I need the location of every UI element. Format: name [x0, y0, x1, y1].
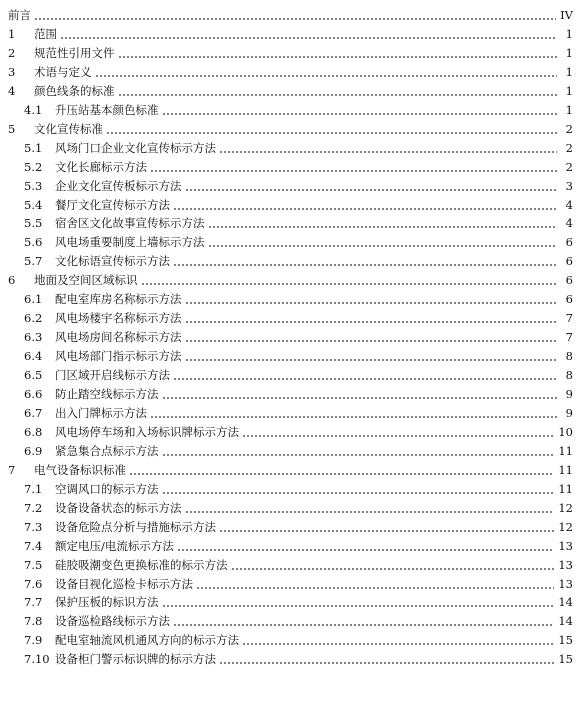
toc-entry-number: 6 [8, 273, 16, 288]
toc-section-entry[interactable] [0, 537, 579, 555]
toc-section-entry[interactable] [0, 442, 579, 460]
toc-entry-title: 设备目视化巡检卡标示方法 [55, 576, 193, 591]
toc-section-entry[interactable] [0, 612, 579, 630]
toc-dot-leader [150, 404, 557, 422]
toc-entry-title: 配电室轴流风机通风方向的标示方法 [55, 633, 239, 648]
toc-entry-page: 8 [565, 368, 573, 383]
toc-entry-label [8, 63, 95, 81]
toc-entry-title: 升压站基本颜色标准 [55, 102, 159, 117]
toc-entry-label [24, 480, 162, 498]
toc-section-entry[interactable] [0, 650, 579, 668]
toc-entry-label [24, 442, 162, 460]
toc-chapter-entry[interactable] [0, 25, 579, 43]
toc-entry-page: 13 [558, 538, 573, 553]
toc-entry-title: 文化长廊标示方法 [55, 159, 147, 174]
toc-dot-leader [106, 120, 557, 138]
toc-entry-label [8, 6, 34, 24]
toc-entry-number: 5.3 [24, 178, 43, 193]
toc-entry-number: 5.5 [24, 216, 43, 231]
toc-entry-label [24, 328, 185, 346]
toc-entry-page: 6 [565, 292, 573, 307]
toc-entry-title: 风电场停车场和入场标识牌标示方法 [55, 424, 239, 439]
toc-entry-title: 术语与定义 [34, 64, 92, 79]
toc-dot-leader [185, 177, 557, 195]
toc-dot-leader [129, 461, 554, 479]
toc-entry-label [24, 423, 242, 441]
toc-dot-leader [162, 101, 557, 119]
toc-dot-leader [173, 366, 557, 384]
toc-entry-number: 6.3 [24, 330, 43, 345]
toc-entry-number: 6.9 [24, 443, 43, 458]
toc-section-entry[interactable] [0, 385, 579, 403]
toc-entry-label [24, 575, 196, 593]
toc-entry-label [8, 120, 106, 138]
toc-dot-leader [162, 385, 557, 403]
toc-entry-label [24, 404, 150, 422]
toc-entry-number: 6.7 [24, 405, 43, 420]
toc-entry-title: 规范性引用文件 [34, 45, 115, 60]
toc-entry-title: 防止踏空线标示方法 [55, 387, 159, 401]
toc-entry-number: 7.7 [24, 595, 43, 610]
toc-section-entry[interactable] [0, 347, 579, 365]
toc-dot-leader [185, 309, 557, 327]
toc-entry-number: 6.5 [24, 368, 43, 383]
toc-entry-page: 10 [558, 424, 573, 439]
toc-entry-number: 6.4 [24, 349, 43, 364]
toc-dot-leader [118, 82, 557, 100]
toc-entry-page: 3 [565, 178, 573, 193]
toc-entry-title: 宿舍区文化故事宣传标示方法 [55, 216, 205, 231]
toc-entry-number: 7.5 [24, 557, 43, 572]
toc-dot-leader [162, 442, 554, 460]
toc-entry-title: 紧急集合点标示方法 [55, 443, 159, 458]
toc-entry-title: 风电场房间名称标示方法 [55, 330, 182, 345]
toc-entry-number: 6.2 [24, 311, 43, 326]
toc-entry-label [24, 139, 219, 157]
toc-section-entry[interactable] [0, 556, 579, 574]
toc-dot-leader [162, 480, 554, 498]
toc-dot-leader [219, 139, 557, 157]
toc-entry-number: 7.8 [24, 614, 43, 629]
toc-entry-number: 6.8 [24, 424, 43, 439]
toc-dot-leader [185, 347, 557, 365]
toc-entry-page: 15 [558, 633, 573, 648]
toc-entry-title: 范围 [34, 26, 57, 41]
toc-entry-page: 1 [565, 102, 573, 117]
toc-section-entry[interactable] [0, 101, 579, 119]
toc-entry-label [24, 631, 242, 649]
toc-entry-title: 出入门牌标示方法 [55, 405, 147, 420]
toc-entry-number: 7 [8, 462, 16, 477]
toc-entry-label [24, 309, 185, 327]
toc-entry-title: 文化宣传标准 [34, 121, 103, 136]
toc-entry-page: 14 [558, 614, 573, 629]
toc-dot-leader [60, 25, 557, 43]
toc-entry-page: 1 [565, 64, 573, 79]
toc-entry-number: 5.6 [24, 235, 43, 250]
toc-entry-title: 风场门口企业文化宣传标示方法 [55, 140, 216, 155]
toc-entry-label [24, 650, 219, 668]
toc-section-entry[interactable] [0, 423, 579, 441]
toc-entry-number: 7.4 [24, 538, 43, 553]
toc-chapter-entry[interactable] [0, 120, 579, 138]
toc-entry-label [24, 347, 185, 365]
toc-section-entry[interactable] [0, 139, 579, 157]
toc-section-entry[interactable] [0, 593, 579, 611]
toc-entry-number: 6.1 [24, 292, 43, 307]
toc-section-entry[interactable] [0, 196, 579, 214]
toc-section-entry[interactable] [0, 366, 579, 384]
toc-section-entry[interactable] [0, 518, 579, 536]
toc-entry-label [24, 158, 150, 176]
toc-dot-leader [219, 650, 554, 668]
toc-chapter-entry[interactable] [0, 82, 579, 100]
toc-dot-leader [219, 518, 554, 536]
toc-section-entry[interactable] [0, 328, 579, 346]
toc-entry-title: 额定电压/电流标示方法 [55, 538, 174, 553]
toc-dot-leader [185, 328, 557, 346]
toc-entry-number: 7.1 [24, 481, 43, 496]
toc-entry-label [24, 537, 177, 555]
toc-entry-number: 7.9 [24, 633, 43, 648]
toc-section-entry[interactable] [0, 575, 579, 593]
toc-entry-label [8, 25, 60, 43]
toc-dot-leader [208, 233, 557, 251]
toc-entry-title: 企业文化宣传板标示方法 [55, 178, 182, 193]
toc-dot-leader [150, 158, 557, 176]
toc-entry-label [8, 44, 118, 62]
toc-section-entry[interactable] [0, 499, 579, 517]
toc-entry-page: 12 [558, 519, 573, 534]
toc-dot-leader [196, 575, 554, 593]
toc-entry-label [8, 461, 129, 479]
toc-section-entry[interactable] [0, 290, 579, 308]
toc-entry-page: 1 [565, 45, 573, 60]
toc-entry-label [24, 518, 219, 536]
toc-dot-leader [95, 63, 557, 81]
toc-entry-page: 2 [565, 159, 573, 174]
toc-chapter-entry[interactable] [0, 271, 579, 289]
toc-entry-number: 7.2 [24, 500, 43, 515]
toc-entry-title: 设备巡检路线标示方法 [55, 614, 170, 629]
toc-section-entry[interactable] [0, 252, 579, 270]
toc-dot-leader [177, 537, 554, 555]
toc-entry-page: 2 [565, 140, 573, 155]
toc-entry-number: 7.6 [24, 576, 43, 591]
toc-entry-title: 餐厅文化宣传标示方法 [55, 197, 170, 212]
toc-entry-label [24, 214, 208, 232]
toc-dot-leader [173, 196, 557, 214]
toc-entry-page: 6 [565, 254, 573, 269]
toc-entry-number: 5.4 [24, 197, 43, 212]
toc-entry-label [24, 499, 185, 517]
toc-entry-page: 9 [565, 387, 573, 401]
toc-entry-label [24, 196, 173, 214]
toc-entry-label [24, 252, 173, 270]
toc-entry-title: 风电场部门指示标示方法 [55, 349, 182, 364]
toc-entry-page: 12 [558, 500, 573, 515]
toc-entry-preface[interactable] [0, 6, 579, 24]
toc-entry-number: 5.7 [24, 254, 43, 269]
toc-entry-number: 7.3 [24, 519, 43, 534]
toc-entry-title: 设备柜门警示标识牌的标示方法 [55, 652, 216, 667]
toc-entry-page: 11 [558, 443, 573, 458]
toc-entry-title: 空调风口的标示方法 [55, 481, 159, 496]
toc-entry-label [24, 385, 162, 403]
toc-entry-number: 5.2 [24, 159, 43, 174]
toc-dot-leader [162, 593, 554, 611]
toc-entry-title: 设备危险点分析与措施标示方法 [55, 519, 216, 534]
toc-entry-page: 15 [558, 652, 573, 667]
toc-dot-leader [242, 631, 554, 649]
toc-dot-leader [141, 271, 557, 289]
toc-entry-number: 7.10 [24, 652, 50, 667]
toc-entry-title: 地面及空间区域标识 [34, 273, 138, 288]
toc-entry-label [24, 177, 185, 195]
toc-chapter-entry[interactable] [0, 63, 579, 81]
toc-entry-label [24, 556, 231, 574]
toc-dot-leader [208, 214, 557, 232]
toc-entry-title: 门区域开启线标示方法 [55, 368, 170, 383]
toc-entry-title: 电气设备标识标准 [34, 462, 126, 477]
toc-entry-page: 7 [565, 330, 573, 345]
toc-entry-page: 7 [565, 311, 573, 326]
toc-entry-page: 13 [558, 557, 573, 572]
toc-chapter-entry[interactable] [0, 461, 579, 479]
toc-entry-page: 1 [565, 26, 573, 41]
toc-entry-number: 6.6 [24, 387, 43, 401]
toc-entry-page: 13 [558, 576, 573, 591]
toc-entry-label [24, 233, 208, 251]
toc-entry-label [24, 612, 173, 630]
toc-entry-title: 风电场重要制度上墙标示方法 [55, 235, 205, 250]
toc-entry-title: 配电室库房名称标示方法 [55, 292, 182, 307]
toc-entry-title: 保护压板的标识方法 [55, 595, 159, 610]
toc-entry-number: 4 [8, 83, 16, 98]
toc-section-entry[interactable] [0, 177, 579, 195]
toc-entry-number: 5.1 [24, 140, 43, 155]
toc-entry-label [8, 82, 118, 100]
toc-section-entry[interactable] [0, 233, 579, 251]
toc-entry-title: 文化标语宣传标示方法 [55, 254, 170, 269]
toc-entry-page: 11 [558, 481, 573, 496]
toc-section-entry[interactable] [0, 631, 579, 649]
toc-entry-title: 前言 [8, 8, 31, 22]
toc-chapter-entry[interactable] [0, 44, 579, 62]
toc-entry-page: 1 [565, 83, 573, 98]
toc-section-entry[interactable] [0, 214, 579, 232]
toc-entry-page: 2 [565, 121, 573, 136]
toc-entry-number: 5 [8, 121, 16, 136]
toc-section-entry[interactable] [0, 404, 579, 422]
toc-entry-page: 4 [565, 197, 573, 212]
toc-entry-page: 4 [565, 216, 573, 231]
toc-entry-page: 6 [565, 273, 573, 288]
toc-entry-label [8, 271, 141, 289]
toc-section-entry[interactable] [0, 158, 579, 176]
toc-entry-label [24, 593, 162, 611]
toc-entry-number: 2 [8, 45, 16, 60]
toc-entry-page: IV [560, 8, 573, 22]
toc-dot-leader [242, 423, 554, 441]
toc-entry-title: 风电场楼宇名称标示方法 [55, 311, 182, 326]
toc-entry-page: 8 [565, 349, 573, 364]
toc-entry-page: 11 [558, 462, 573, 477]
toc-entry-label [24, 290, 185, 308]
toc-entry-number: 1 [8, 26, 16, 41]
toc-dot-leader [34, 6, 556, 24]
toc-dot-leader [118, 44, 557, 62]
toc-entry-page: 6 [565, 235, 573, 250]
toc-dot-leader [231, 556, 554, 574]
toc-entry-number: 3 [8, 64, 16, 79]
toc-dot-leader [173, 612, 554, 630]
toc-dot-leader [185, 499, 554, 517]
toc-entry-label [24, 366, 173, 384]
toc-dot-leader [185, 290, 557, 308]
toc-entry-page: 9 [565, 405, 573, 420]
toc-entry-number: 4.1 [24, 102, 43, 117]
toc-entry-title: 颜色线条的标准 [34, 83, 115, 98]
toc-dot-leader [173, 252, 557, 270]
toc-entry-label [24, 101, 162, 119]
toc-entry-title: 设备设备状态的标示方法 [55, 500, 182, 515]
toc-section-entry[interactable] [0, 309, 579, 327]
toc-section-entry[interactable] [0, 480, 579, 498]
toc-entry-title: 硅胶吸潮变色更换标准的标示方法 [55, 557, 228, 572]
toc-entry-page: 14 [558, 595, 573, 610]
